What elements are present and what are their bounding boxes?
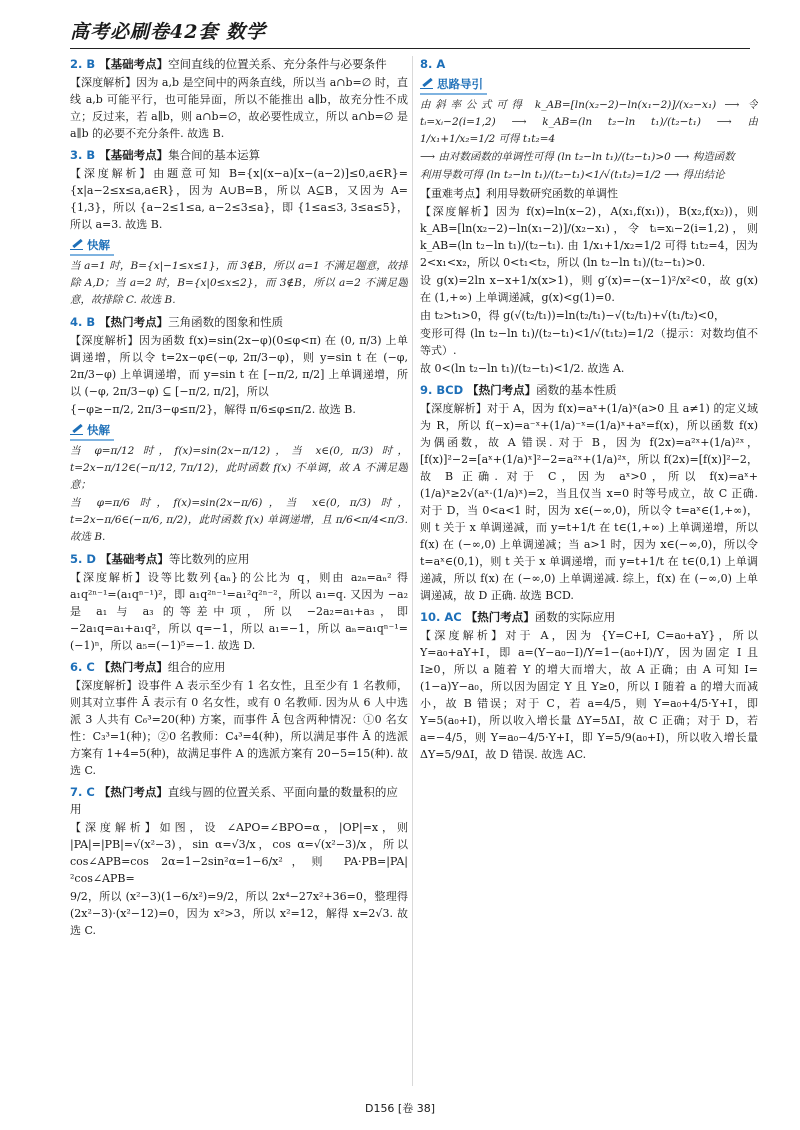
- topic-text: 组合的应用: [167, 660, 226, 674]
- tip-label: [420, 76, 487, 95]
- explanation-line: 【深度解析】因为 a,b 是空间中的两条直线，所以当 a∩b=∅ 时，直线 a,b 可能平行，也可能异面，所以不能推出 a∥b，故充分性不成立；反过来，若 a∥b，则 a∩b=∅，故必要性成立，所以 a∩b=∅ 是 a∥b 的必要不充分条件. 故选 B.: [70, 76, 408, 140]
- explanation-line: 【深度解析】对于 A，因为 f(x)=aˣ+(1/a)ˣ(a>0 且 a≠1) 的定义域为 R，所以 f(−x)=a⁻ˣ+(1/a)⁻ˣ=(1/a)ˣ+aˣ=f(x)，所以函数 f(x) 为偶函数，故 A 错误. 对于 B，因为 f(2x)=a²ˣ+(1/a)²ˣ，[f(x)]²−2=[aˣ+(1/a)ˣ]²−2=a²ˣ+(1/a)²ˣ，所以 f(2x)=[f(x)]²−2，故 B 正确. 对于 C，因为 aˣ>0，所以 f(x)=aˣ+(1/a)ˣ≥2√(aˣ·(1/a)ˣ)=2，当且仅当 x=0 时等号成立，故 C 正确. 对于 D，当 0<a<1 时，因为 x∈(−∞,0)，所以令 t=aˣ∈(1,+∞)，则 t 关于 x 单调递减，而 y=t+1/t 在 t∈(1,+∞) 上单调递增，所以 f(x) 在 (−∞,0) 上单调递减；当 a>1 时，因为 x∈(−∞,0)，所以令 t=aˣ∈(0,1)，则 t 关于 x 单调递增，而 y=t+1/t 在 t∈(0,1) 上单调递减，所以 f(x) 在 (−∞,0) 上单调递减. 综上，f(x) 在 (−∞,0) 上单调递减，故 D 正确. 故选 BCD.: [420, 402, 758, 602]
- explanation-line: 【深度解析】设事件 A 表示至少有 1 名女性，且至少有 1 名教师，则其对立事件 Ā 表示有 0 名女性，或有 0 名教师. 因为从 6 人中选派 3 人共有 C₆³=20(种) 方案，而事件 Ā 包含两种情况：①0 名女性：C₃³=1(种)；②0 名教师：C₄³=4(种)，所以满足事件 Ā 的选派方案有 1+4=5(种)，故满足事件 A 的选派方案有 20−5=15(种). 故选 C.: [70, 679, 408, 777]
- explanation-line: 【深度解析】因为函数 f(x)=sin(2x−φ)(0≤φ<π) 在 (0, π/3) 上单调递增，所以令 t=2x−φ∈(−φ, 2π/3−φ)，则 y=sin t 在 (−φ, 2π/3−φ) 上单调递增，而 y=sin t 在 [−π/2, π/2] 上单调递增，所以 (−φ, 2π/3−φ) ⊆ [−π/2, π/2]，所以: [70, 334, 408, 398]
- question-block: [70, 551, 408, 654]
- question-header: [70, 784, 408, 818]
- tip-line: ⟶ 由对数函数的单调性可得 (ln t₂−ln t₁)/(t₂−t₁)>0 ⟶ 构造函数: [420, 151, 735, 163]
- tip-line: 利用导数可得 (ln t₂−ln t₁)/(t₂−t₁)<1/√(t₁t₂)=1/2 ⟶ 得出结论: [420, 169, 725, 181]
- answer-letter: B: [86, 57, 96, 71]
- page-number: D156 [卷 38]: [364, 1102, 436, 1115]
- question-number: 6.: [70, 660, 83, 674]
- question-number: 2.: [70, 57, 83, 71]
- question-block: [70, 659, 408, 779]
- answer-letter: B: [86, 315, 96, 329]
- pen-icon: [420, 77, 434, 89]
- question-block: [420, 382, 758, 604]
- question-header: [420, 56, 758, 73]
- explanation-line: {−φ≥−π/2, 2π/3−φ≤π/2}，解得 π/6≤φ≤π/2. 故选 B.: [70, 403, 356, 416]
- question-number: 8.: [420, 57, 433, 71]
- question-number: 4.: [70, 315, 83, 329]
- topic-tag: 【基础考点】: [99, 148, 169, 162]
- topic-tag: 【热门考点】: [98, 660, 168, 674]
- tip-label: [70, 237, 114, 256]
- topic-tag: 【基础考点】: [99, 57, 169, 71]
- pen-icon: [70, 423, 84, 435]
- topic-text: 三角函数的图象和性质: [168, 315, 284, 329]
- answer-letter: BCD: [436, 383, 464, 397]
- explanation-line: 【重难考点】利用导数研究函数的单调性: [420, 187, 618, 200]
- pen-icon: [70, 238, 84, 250]
- question-number: 3.: [70, 148, 83, 162]
- question-block: [70, 56, 408, 142]
- topic-text: 等比数列的应用: [168, 552, 250, 566]
- explanation-line: 【深度解析】因为 f(x)=ln(x−2)，A(x₁,f(x₁))，B(x₂,f(x₂))，则 k_AB=[ln(x₂−2)−ln(x₁−2)]/(x₂−x₁)，令 tᵢ=xᵢ−2(i=1,2)，则 k_AB=(ln t₂−ln t₁)/(t₂−t₁). 由 1/x₁+1/x₂=1/2 可得 t₁t₂=4，因为 2<x₁<x₂，所以 0<t₁<t₂，所以 (ln t₂−ln t₁)/(t₂−t₁)>0.: [420, 205, 758, 269]
- explanation-line: 9/2，所以 (x²−3)(1−6/x²)=9/2，所以 2x⁴−27x²+36=0，整理得 (2x²−3)·(x²−12)=0，因为 x²>3，所以 x²=12，解得 x=2√3. 故选 C.: [70, 890, 408, 937]
- topic-tag: 【热门考点】: [465, 610, 535, 624]
- question-header: [70, 147, 408, 164]
- topic-text: 函数的基本性质: [536, 383, 617, 397]
- topic-text: 集合间的基本运算: [168, 148, 261, 162]
- answer-letter: B: [86, 148, 96, 162]
- question-header: [70, 551, 408, 568]
- answer-letter: C: [86, 785, 95, 799]
- tip-line: 当 φ=π/6 时，f(x)=sin(2x−π/6)，当 x∈(0, π/3) 时，t=2x−π/6∈(−π/6, π/2)，此时函数 f(x) 单调递增，且 π/6<π/4<π/3. 故选 B.: [70, 497, 408, 543]
- answer-letter: D: [86, 552, 96, 566]
- answer-letter: C: [86, 660, 95, 674]
- explanation-line: 【深度解析】由题意可知 B={x|(x−a)[x−(a−2)]≤0,a∈R}={x|a−2≤x≤a,a∈R}，因为 A∪B=B，所以 A⊆B，又因为 A={1,3}，所以 {a−2≤1≤a, a−2≤3≤a}，即 {1≤a≤3, 3≤a≤5}，所以 a=3. 故选 B.: [70, 167, 408, 231]
- topic-text: 函数的实际应用: [534, 610, 616, 624]
- tip-line: 由斜率公式可得 k_AB=[ln(x₂−2)−ln(x₁−2)]/(x₂−x₁) ⟶ 令 tᵢ=xᵢ−2(i=1,2) ⟶ k_AB=(ln t₂−ln t₁)/(t₂−t₁) ⟶ 由 1/x₁+1/x₂=1/2 可得 t₁t₂=4: [420, 99, 758, 145]
- topic-tag: 【热门考点】: [467, 383, 537, 397]
- question-header: [420, 382, 758, 399]
- explanation-line: 由 t₂>t₁>0，得 g(√(t₂/t₁))=ln(t₂/t₁)−√(t₂/t₁)+√(t₁/t₂)<0，: [420, 309, 726, 322]
- tip-label-text: 思路导引: [437, 77, 483, 91]
- explanation-line: 【深度解析】如图，设 ∠APO=∠BPO=α，|OP|=x，则 |PA|=|PB|=√(x²−3)，sin α=√3/x，cos α=√(x²−3)/x，所以 cos∠APB=cos 2α=1−2sin²α=1−6/x²，则 PA·PB=|PA|²cos∠APB=: [70, 821, 408, 885]
- question-block: [70, 147, 408, 309]
- question-number: 7.: [70, 785, 83, 799]
- page-footer: [0, 1100, 800, 1116]
- topic-tag: 【热门考点】: [98, 785, 168, 799]
- tip-label: [70, 422, 114, 441]
- question-header: [420, 609, 758, 626]
- question-header: [70, 56, 408, 73]
- question-block: [70, 314, 408, 546]
- column-divider: [412, 56, 413, 1086]
- topic-tag: 【基础考点】: [99, 552, 169, 566]
- page-title: 高考必刷卷42套 数学: [70, 21, 267, 43]
- topic-text: 空间直线的位置关系、充分条件与必要条件: [168, 57, 387, 71]
- question-block: [70, 784, 408, 939]
- topic-tag: 【热门考点】: [99, 315, 169, 329]
- explanation-line: 【深度解析】对于 A，因为 {Y=C+I, C=a₀+aY}，所以 Y=a₀+aY+I，即 a=(Y−a₀−I)/Y=1−(a₀+I)/Y，因为固定 I 且 I≥0，所以 a 随着 Y 的增大而增大，故 A 正确；由 A 可知 I=(1−a)Y−a₀，所以因为固定 Y 且 Y≥0，所以 I 随着 a 的增大而减小，故 B 错误；对于 C，若 a=4/5，则 Y=a₀+4/5·Y+I，即 Y=5(a₀+I)，所以收入增长量 ΔY=5ΔI，故 C 正确；对于 D，若 a=−4/5，则 Y=a₀−4/5·Y+I，即 Y=5/9(a₀+I)，所以收入增长量 ΔY=5/9ΔI，故 D 错误. 故选 AC.: [420, 629, 758, 761]
- question-header: [70, 314, 408, 331]
- question-number: 5.: [70, 552, 83, 566]
- question-header: [70, 659, 408, 676]
- tip-line: 当 a=1 时，B={x|−1≤x≤1}，而 3∉B，所以 a=1 不满足题意，故排除 A,D；当 a=2 时，B={x|0≤x≤2}，而 3∉B，所以 a=2 不满足题意，故排除 C. 故选 B.: [70, 260, 408, 306]
- explanation-line: 变形可得 (ln t₂−ln t₁)/(t₂−t₁)<1/√(t₁t₂)=1/2（提示：对数均值不等式）.: [420, 327, 758, 357]
- tip-line: 当 φ=π/12 时，f(x)=sin(2x−π/12)，当 x∈(0, π/3) 时，t=2x−π/12∈(−π/12, 7π/12)，此时函数 f(x) 不单调，故 A 不满足题意；: [70, 445, 408, 491]
- explanation-line: 设 g(x)=2ln x−x+1/x(x>1)，则 g′(x)=−(x−1)²/x²<0，故 g(x) 在 (1,+∞) 上单调递减，g(x)<g(1)=0.: [420, 274, 758, 304]
- answer-letter: AC: [444, 610, 462, 624]
- right-column: [420, 56, 758, 1096]
- question-number: 10.: [420, 610, 441, 624]
- page-header: [70, 14, 750, 49]
- topic-text: 直线与圆的位置关系、平面向量的数量积的应用: [70, 785, 398, 816]
- question-block: [420, 609, 758, 763]
- explanation-line: 故 0<(ln t₂−ln t₁)/(t₂−t₁)<1/2. 故选 A.: [420, 362, 625, 375]
- tip-label-text: 快解: [87, 238, 110, 252]
- answer-letter: A: [436, 57, 446, 71]
- question-block: [420, 56, 758, 377]
- question-number: 9.: [420, 383, 433, 397]
- explanation-line: 【深度解析】设等比数列{aₙ}的公比为 q，则由 a₂ₙ=aₙ² 得 a₁q²ⁿ⁻¹=(a₁qⁿ⁻¹)²，即 a₁q²ⁿ⁻¹=a₁²q²ⁿ⁻²，所以 a₁=q. 又因为 −a₂ 是 a₁ 与 a₃ 的等差中项，所以 −2a₂=a₁+a₃，即 −2a₁q=a₁+a₁q²，所以 q=−1，所以 a₁=−1，所以 aₙ=a₁qⁿ⁻¹=(−1)ⁿ，所以 a₅=(−1)⁵=−1. 故选 D.: [70, 571, 408, 652]
- left-column: [70, 56, 408, 1096]
- tip-label-text: 快解: [87, 423, 110, 437]
